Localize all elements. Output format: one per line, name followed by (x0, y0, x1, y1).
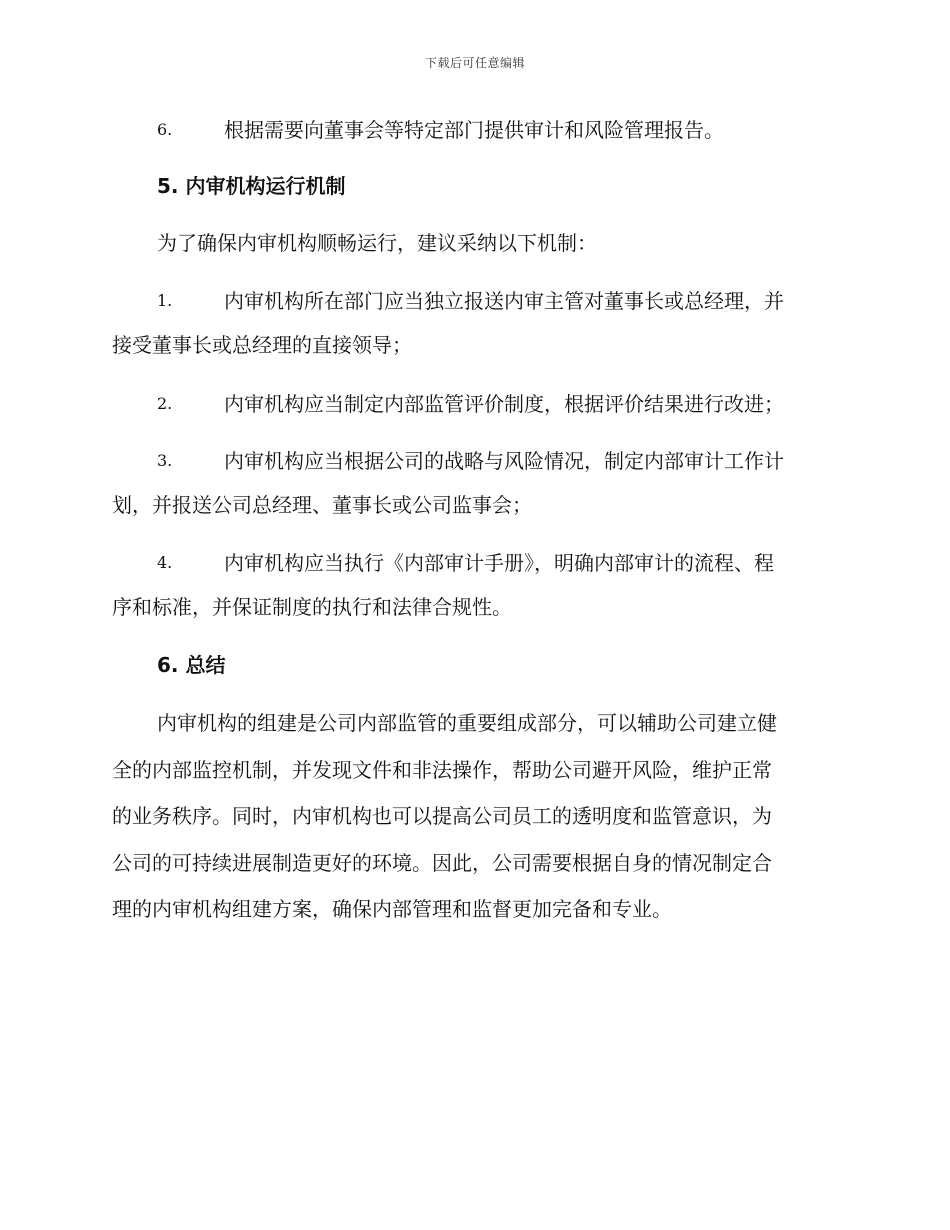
list-item-text-line: 根据需要向董事会等特定部门提供审计和风险管理报告。 (224, 118, 724, 142)
list-item-text-line: 内审机构所在部门应当独立报送内审主管对董事长或总经理，并 (224, 289, 784, 313)
list-item-number: 3. (157, 451, 173, 470)
section-5-heading: 5. 内审机构运行机制 (157, 174, 346, 198)
paragraph-line: 全的内部监控机制，并发现文件和非法操作，帮助公司避开风险，维护正常 (112, 757, 772, 782)
list-item-number: 2. (157, 394, 173, 413)
paragraph-line: 内审机构的组建是公司内部监管的重要组成部分，可以辅助公司建立健 (157, 711, 777, 735)
list-item-1 (112, 279, 834, 367)
summary-paragraph (112, 700, 834, 933)
paragraph-line: 的业务秩序。同时，内审机构也可以提高公司员工的透明度和监管意识，为 (112, 804, 772, 828)
list-item-2 (112, 382, 834, 426)
paragraph-line: 理的内审机构组建方案，确保内部管理和监督更加完备和专业。 (112, 897, 672, 921)
list-item-number: 6. (157, 120, 173, 139)
list-item-text-line: 划，并报送公司总经理、董事长或公司监事会； (112, 493, 532, 517)
list-item-text-line: 接受董事长或总经理的直接领导； (112, 333, 412, 357)
list-item-3 (112, 439, 834, 527)
list-item-text-line: 序和标准，并保证制度的执行和法律合规性。 (112, 595, 512, 619)
list-item-number: 4. (157, 553, 173, 572)
list-item-text-line: 内审机构应当根据公司的战略与风险情况，制定内部审计工作计 (224, 449, 784, 473)
section-5-intro: 为了确保内审机构顺畅运行，建议采纳以下机制： (157, 231, 597, 255)
list-item-number: 1. (157, 291, 173, 310)
paragraph-line: 公司的可持续进展制造更好的环境。因此，公司需要根据自身的情况制定合 (112, 850, 772, 875)
list-item-6 (112, 108, 834, 152)
page-header-note: 下载后可任意编辑 (424, 56, 525, 70)
list-item-4 (112, 541, 834, 629)
section-6-heading: 6. 总结 (157, 653, 226, 677)
list-item-text-line: 内审机构应当制定内部监管评价制度，根据评价结果进行改进； (224, 392, 784, 416)
list-item-text-line: 内审机构应当执行《内部审计手册》，明确内部审计的流程、程 (224, 551, 774, 575)
